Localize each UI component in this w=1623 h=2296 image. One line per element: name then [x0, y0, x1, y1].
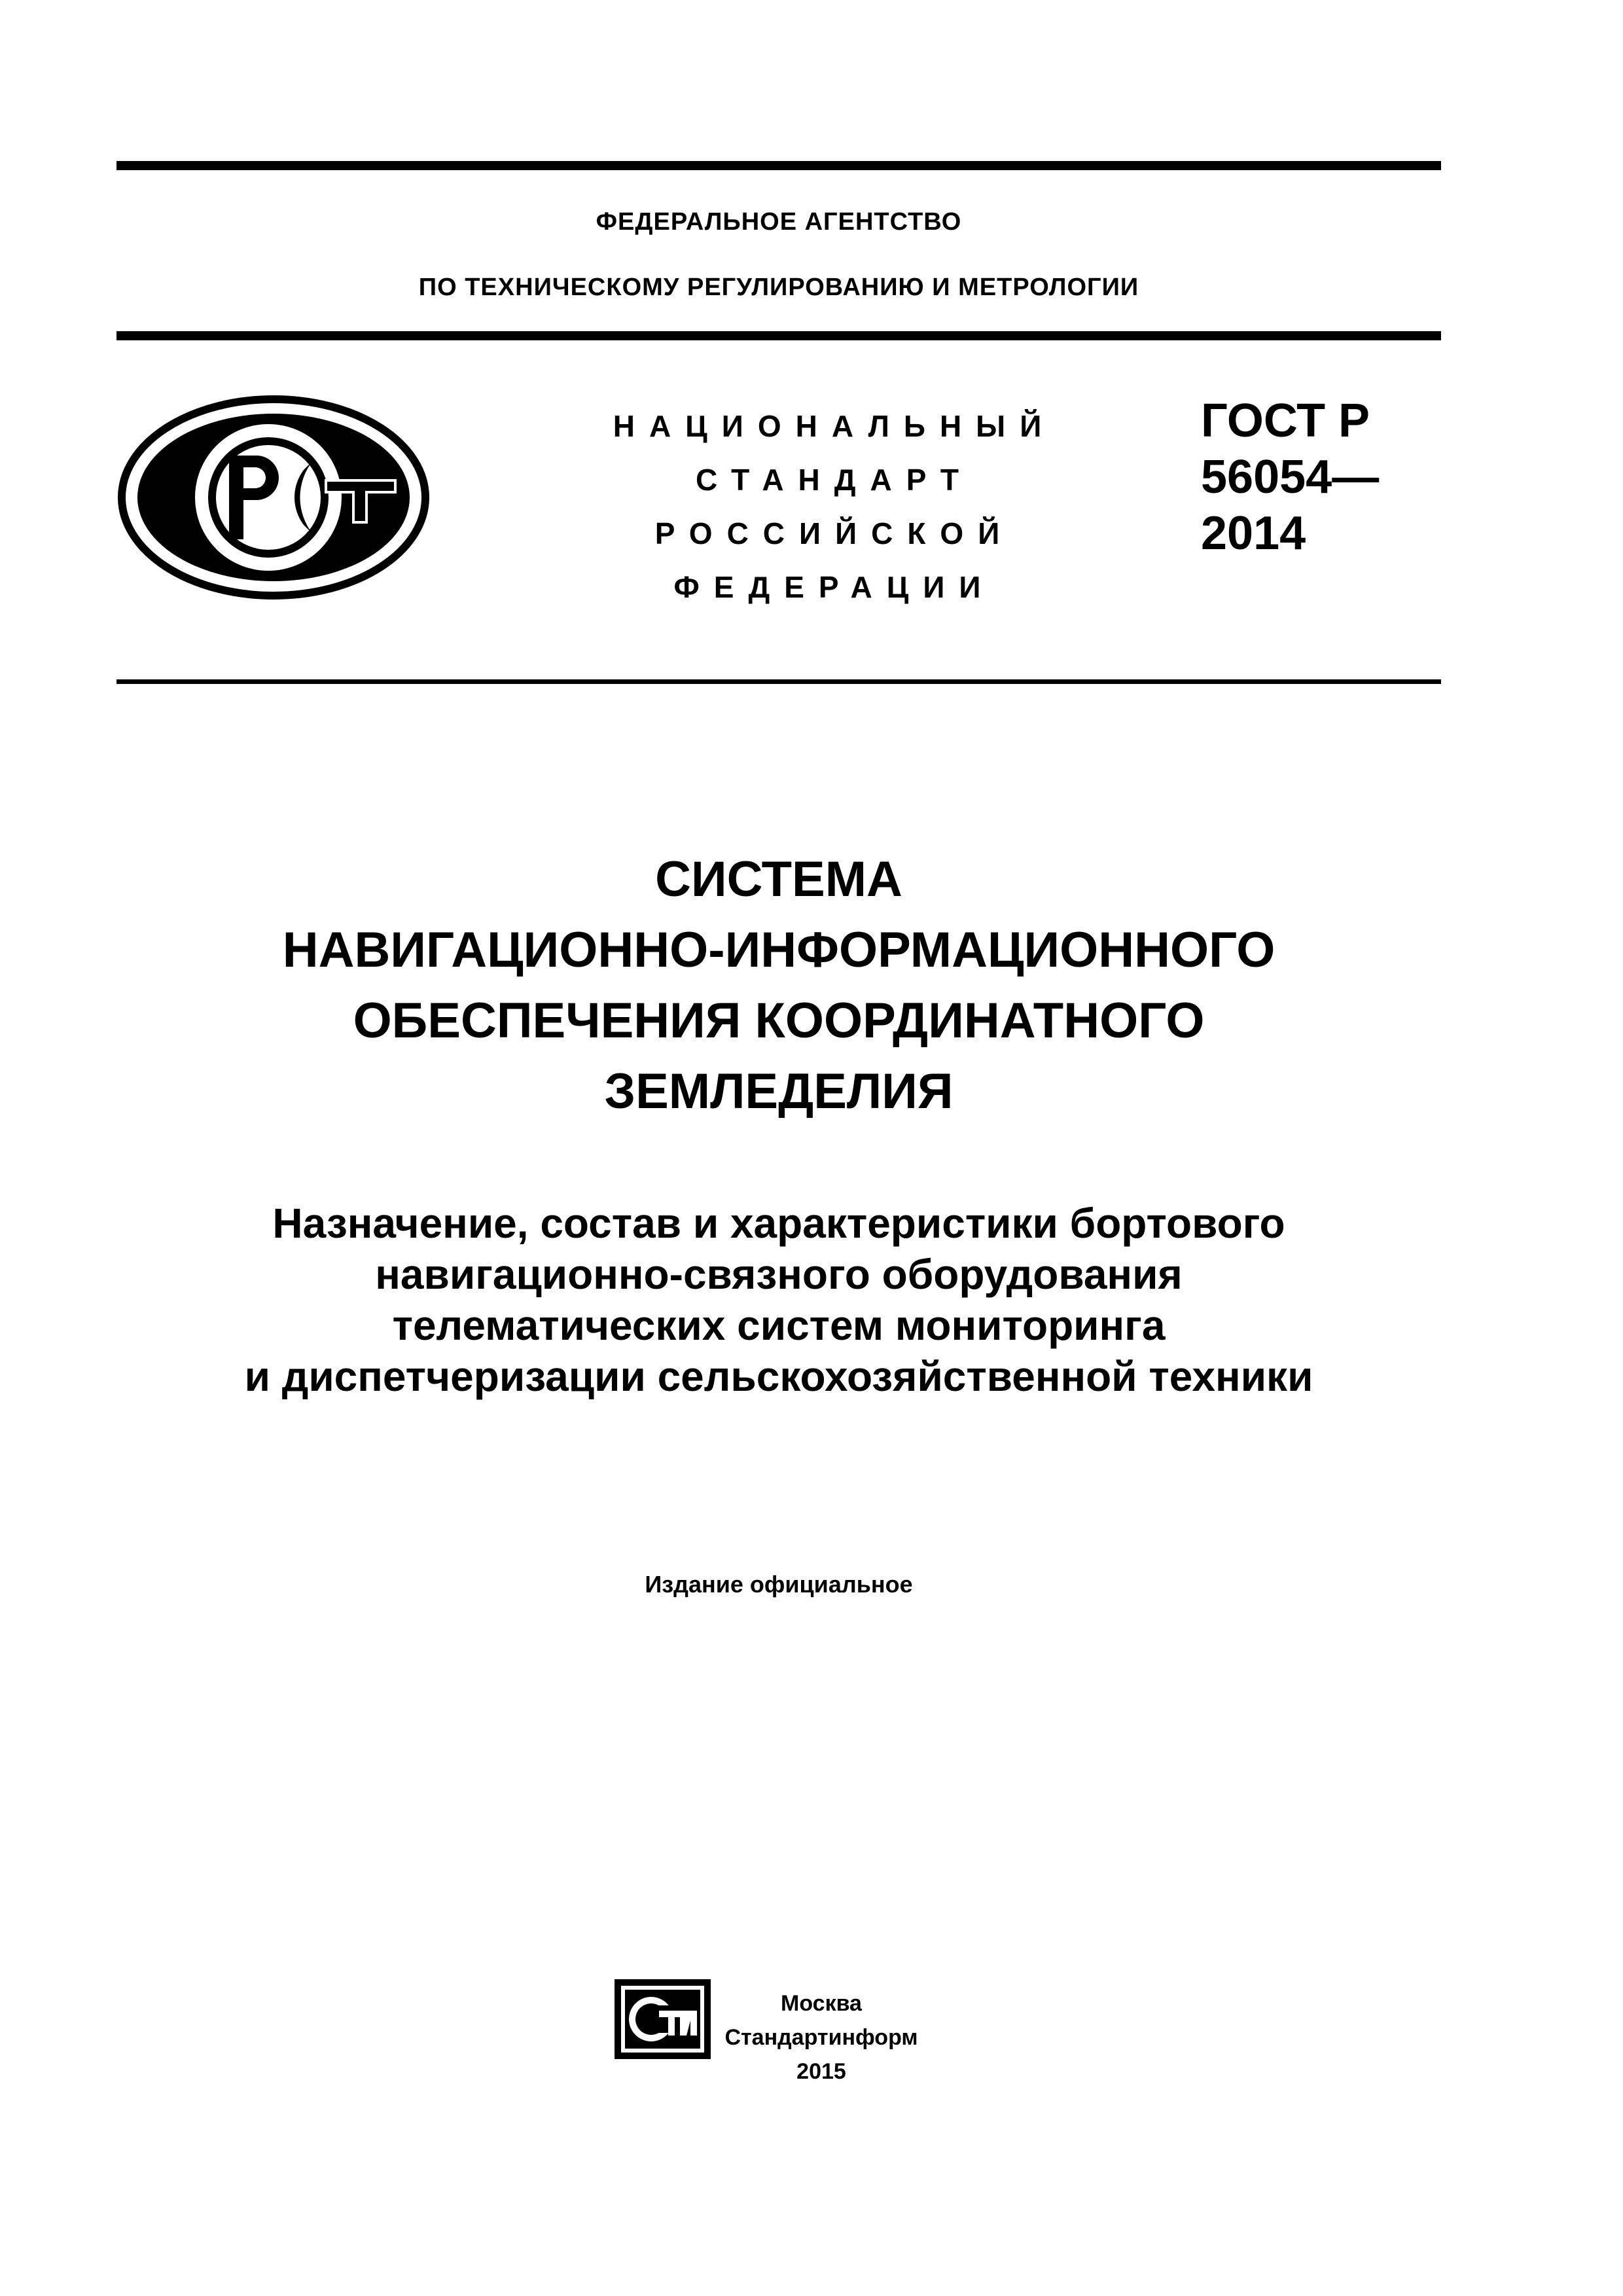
standartinform-logo: [612, 1977, 713, 2062]
title-line: ОБЕСПЕЧЕНИЯ КООРДИНАТНОГО: [353, 993, 1205, 1049]
subtitle-line: и диспетчеризации сельскохозяйственной техники: [244, 1353, 1313, 1400]
code-line: 56054—: [1201, 451, 1380, 503]
national-line: РОССИЙСКОЙ: [654, 516, 1014, 550]
rst-logo: [116, 393, 431, 602]
national-line: НАЦИОНАЛЬНЫЙ: [613, 409, 1056, 443]
title-line: СИСТЕМА: [655, 852, 902, 907]
edition-note: Издание официальное: [645, 1571, 913, 1598]
subtitle-line: навигационно-связного оборудования: [375, 1251, 1183, 1298]
national-line: ФЕДЕРАЦИИ: [673, 570, 995, 604]
subtitle-line: Назначение, состав и характеристики бортового: [272, 1200, 1285, 1247]
subtitle-line: телематических систем мониторинга: [392, 1302, 1166, 1349]
national-standard-label: [563, 399, 1106, 614]
publisher-info: [723, 1986, 919, 2089]
header-rule: [116, 331, 1441, 340]
publisher-city: Москва: [781, 1991, 862, 2016]
agency-line-2: ПО ТЕХНИЧЕСКОМУ РЕГУЛИРОВАНИЮ И МЕТРОЛОГИИ: [418, 274, 1139, 301]
national-line: СТАНДАРТ: [696, 463, 973, 497]
title-line: ЗЕМЛЕДЕЛИЯ: [604, 1064, 954, 1119]
code-line: 2014: [1201, 507, 1306, 560]
document-subtitle: [116, 1198, 1441, 1402]
document-title: [116, 844, 1441, 1127]
code-line: ГОСТ Р: [1201, 395, 1370, 447]
publisher-name: Стандартинформ: [724, 2025, 918, 2050]
publisher-year: 2015: [796, 2059, 846, 2084]
top-rule: [116, 161, 1441, 170]
agency-line-1: ФЕДЕРАЛЬНОЕ АГЕНТСТВО: [596, 208, 962, 236]
section-rule: [116, 679, 1441, 684]
standard-code: [1201, 393, 1436, 562]
title-line: НАВИГАЦИОННО-ИНФОРМАЦИОННОГО: [282, 922, 1275, 978]
